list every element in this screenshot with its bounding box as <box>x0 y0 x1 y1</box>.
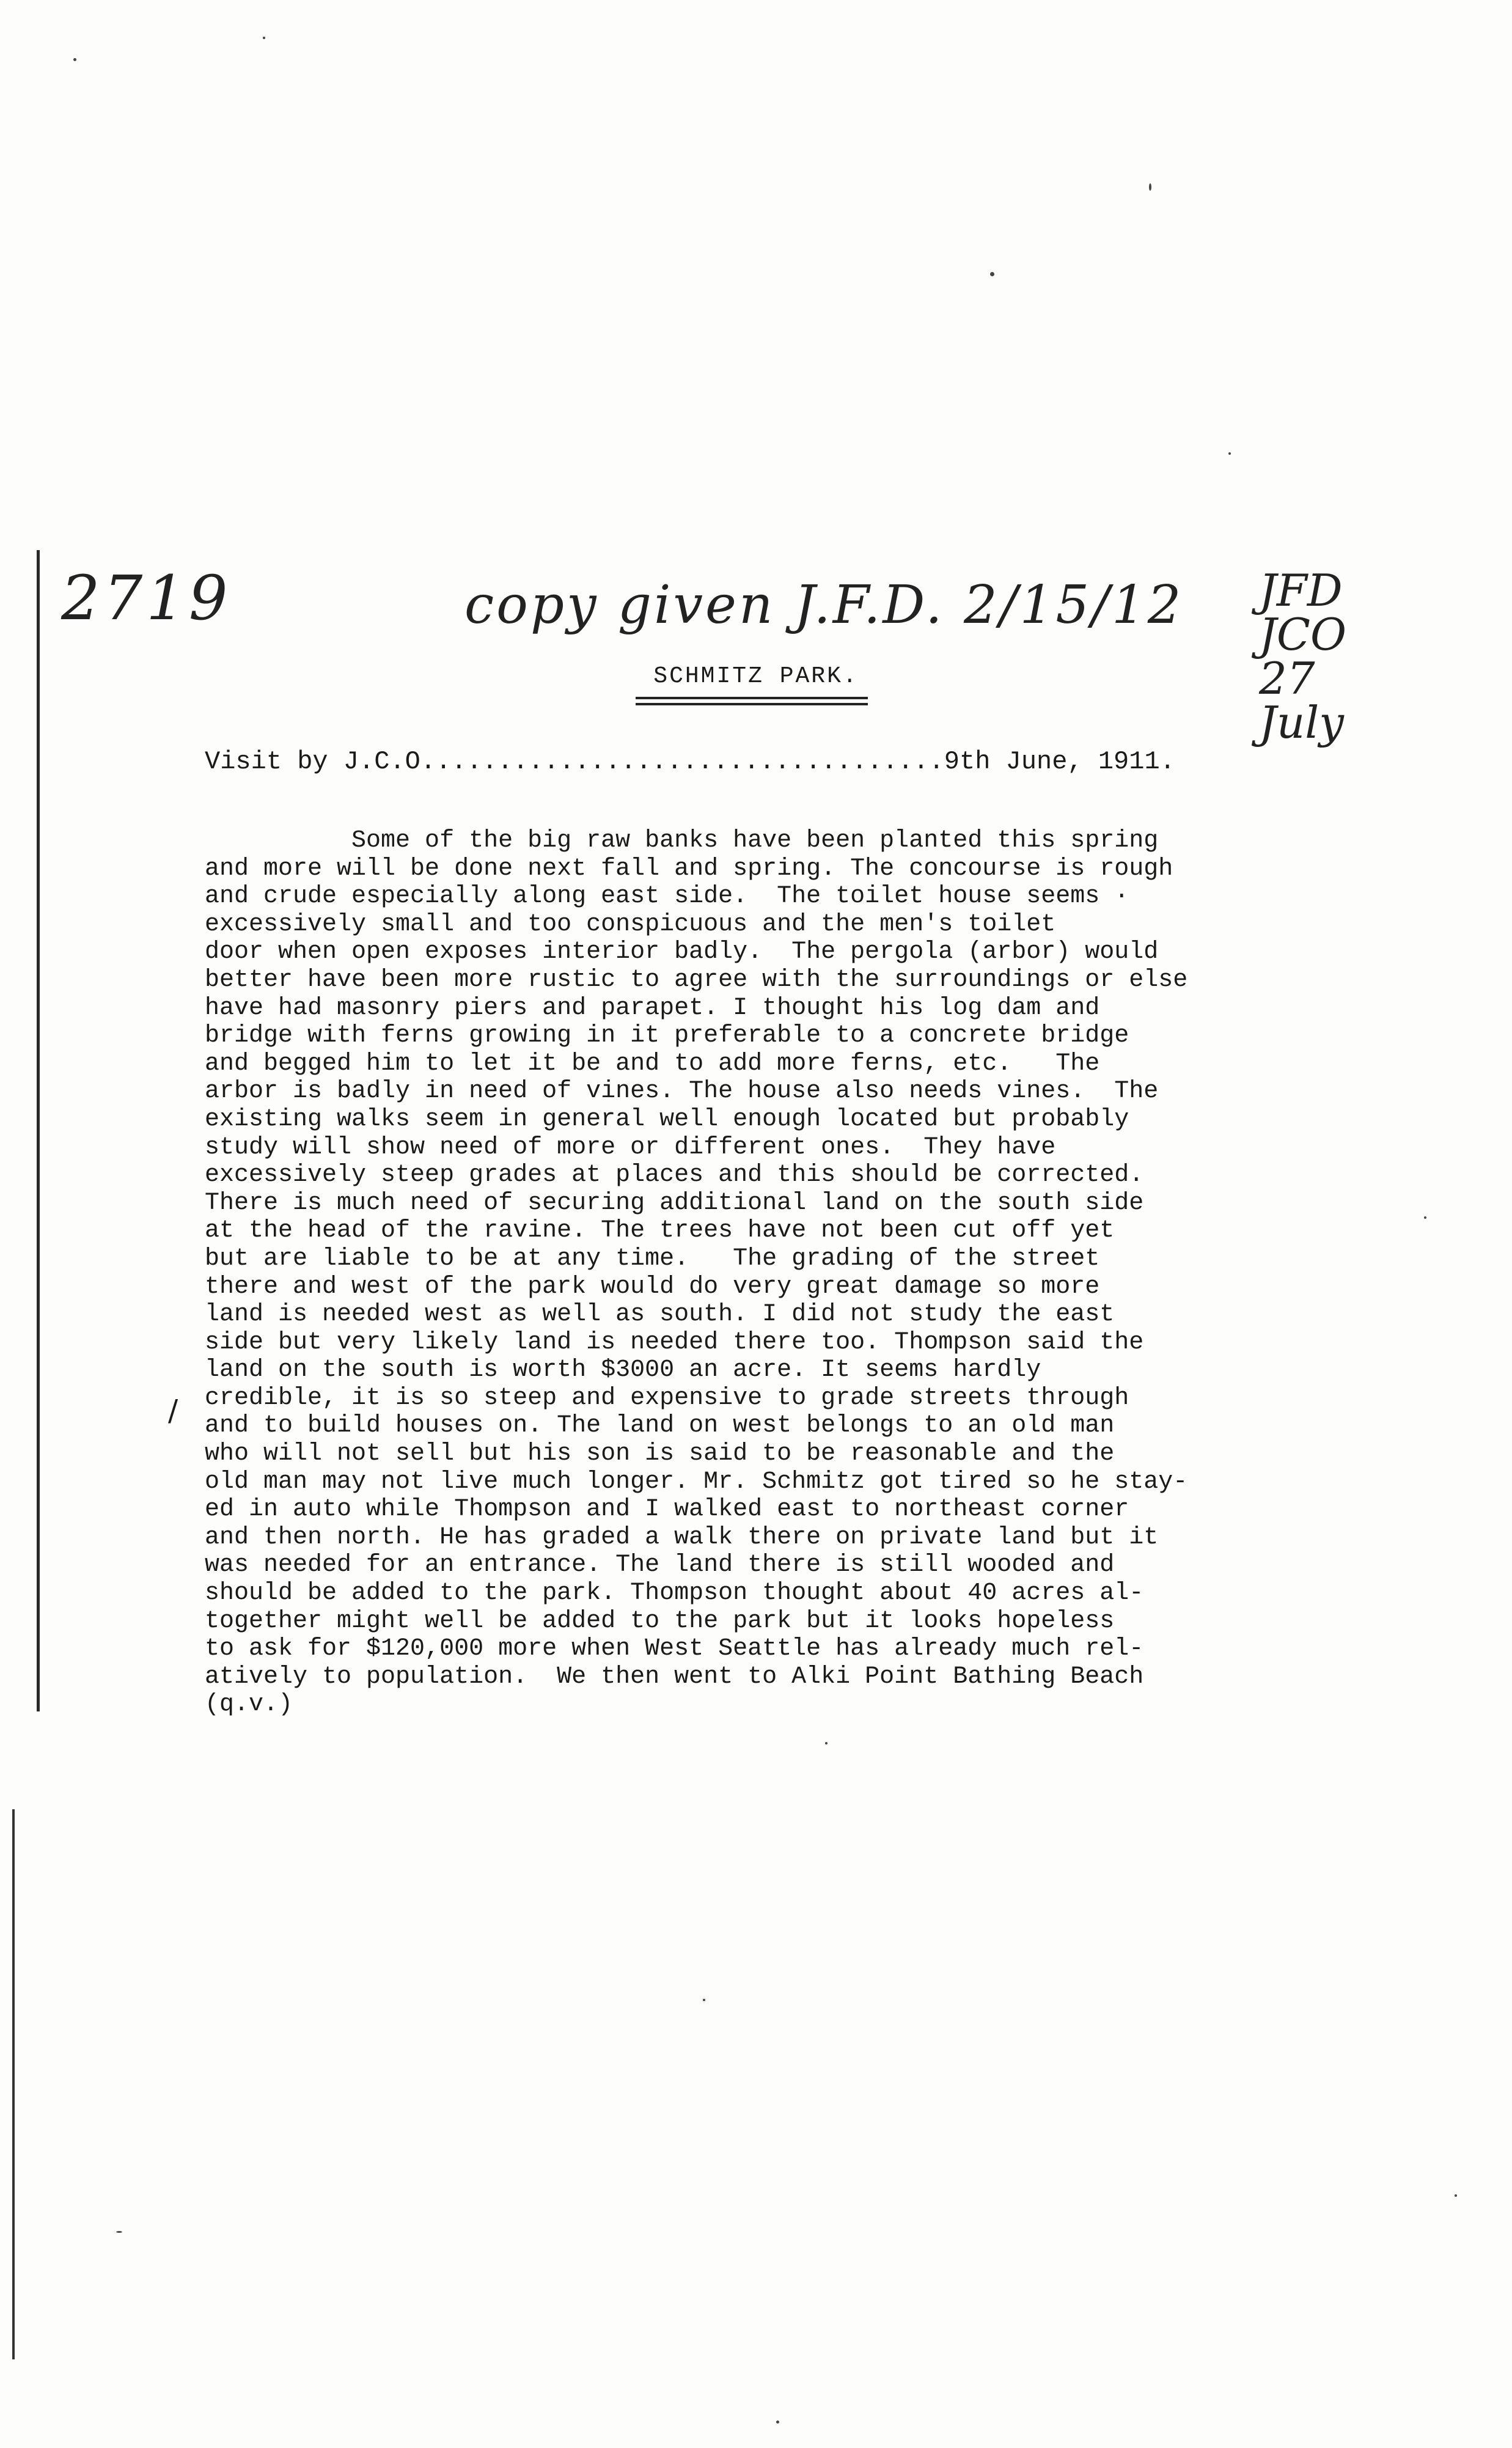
body-line: to ask for $120,000 more when West Seattle has already much rel- <box>205 1635 1144 1663</box>
body-line: (q.v.) <box>205 1691 293 1719</box>
body-line: arbor is badly in need of vines. The house also needs vines. The <box>205 1078 1159 1106</box>
body-line: and to build houses on. The land on west belongs to an old man <box>205 1412 1115 1440</box>
body-line: ed in auto while Thompson and I walked east to northeast corner <box>205 1496 1129 1524</box>
body-line: should be added to the park. Thompson thought about 40 acres al- <box>205 1579 1144 1608</box>
scan-speck <box>990 272 994 276</box>
visit-line: Visit by J.C.O..................................9th June, 1911. <box>205 747 1175 776</box>
margin-tick-mark: / <box>168 1394 178 1428</box>
body-line: excessively small and too conspicuous and the men's toilet <box>205 910 1056 938</box>
body-text <box>205 827 1366 1719</box>
initials-line: 27 July <box>1259 653 1344 748</box>
scan-speck <box>825 1742 828 1744</box>
scan-speck <box>263 37 265 39</box>
scan-speck <box>116 2231 122 2233</box>
body-line: credible, it is so steep and expensive to grade streets through <box>205 1384 1129 1412</box>
scan-speck <box>703 1999 705 2001</box>
title-underline <box>636 697 868 699</box>
handwritten-initials <box>1259 565 1381 748</box>
body-line: existing walks seem in general well enough located but probably <box>205 1105 1129 1133</box>
margin-line-lower <box>12 1809 15 2359</box>
body-line: better have been more rustic to agree with the surroundings or else <box>205 966 1188 994</box>
body-line: side but very likely land is needed there too. Thompson said the <box>205 1328 1144 1356</box>
body-line: and more will be done next fall and spring. The concourse is rough <box>205 855 1173 883</box>
body-line: have had masonry piers and parapet. I thought his log dam and <box>205 994 1100 1022</box>
body-line: who will not sell but his son is said to be reasonable and the <box>205 1440 1115 1468</box>
scan-speck <box>1228 452 1231 455</box>
handwritten-file-number: 2719 <box>61 562 232 634</box>
body-line: atively to population. We then went to Alki Point Bathing Beach <box>205 1663 1144 1691</box>
body-line: bridge with ferns growing in it preferable to a concrete bridge <box>205 1022 1129 1050</box>
scan-speck <box>73 58 76 61</box>
body-line: at the head of the ravine. The trees have not been cut off yet <box>205 1217 1115 1245</box>
body-line: land on the south is worth $3000 an acre. It seems hardly <box>205 1356 1041 1384</box>
body-line: and begged him to let it be and to add more ferns, etc. The <box>205 1049 1100 1078</box>
body-line: study will show need of more or different ones. They have <box>205 1133 1056 1161</box>
body-line: Some of the big raw banks have been planted this spring <box>205 827 1159 855</box>
body-line: There is much need of securing additional land on the south side <box>205 1189 1144 1217</box>
title-underline <box>636 703 868 705</box>
initials-line: JFD <box>1259 565 1343 616</box>
scan-speck <box>1424 1216 1426 1219</box>
scan-speck <box>1455 2194 1457 2197</box>
scan-speck <box>1149 183 1151 191</box>
body-line: was needed for an entrance. The land there is still wooded and <box>205 1551 1115 1579</box>
body-line: and crude especially along east side. The toilet house seems · <box>205 883 1129 911</box>
body-line: there and west of the park would do very great damage so more <box>205 1273 1100 1301</box>
body-line: and then north. He has graded a walk there on private land but it <box>205 1523 1159 1551</box>
body-line: door when open exposes interior badly. The pergola (arbor) would <box>205 938 1159 966</box>
body-line: excessively steep grades at places and this should be corrected. <box>205 1161 1144 1189</box>
document-title: SCHMITZ PARK. <box>653 663 859 689</box>
scan-speck <box>776 2420 779 2424</box>
margin-line <box>37 550 40 1711</box>
initials-line: JCO <box>1259 609 1346 660</box>
body-line: together might well be added to the park but it looks hopeless <box>205 1607 1115 1635</box>
body-line: land is needed west as well as south. I did not study the east <box>205 1301 1115 1329</box>
handwritten-copy-note: copy given J.F.D. 2/15/12 <box>464 575 1184 636</box>
body-line: old man may not live much longer. Mr. Schmitz got tired so he stay- <box>205 1468 1188 1496</box>
body-line: but are liable to be at any time. The grading of the street <box>205 1244 1100 1273</box>
